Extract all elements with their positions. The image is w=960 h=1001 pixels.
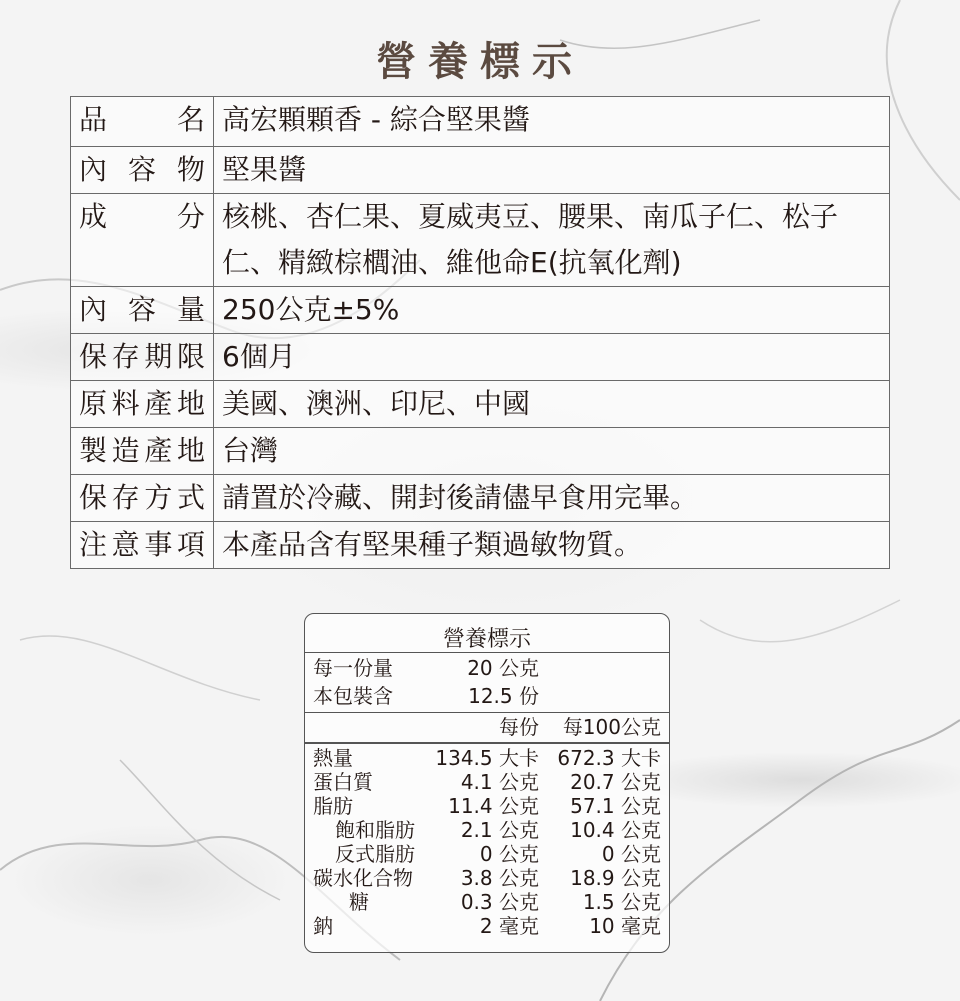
nutrient-name: 飽和脂肪 [335, 818, 415, 842]
row-value: 美國、澳洲、印尼、中國 [214, 381, 890, 428]
nutrient-name: 反式脂肪 [335, 842, 415, 866]
nutrition-facts-panel [304, 613, 670, 953]
nutrient-per-serving: 0 公克 [479, 842, 539, 866]
nutrient-per-serving: 134.5 大卡 [435, 746, 539, 770]
row-label: 注意事項 [71, 522, 214, 569]
row-label: 製造產地 [71, 428, 214, 475]
row-value: 250公克±5% [214, 287, 890, 334]
table-row [71, 147, 890, 194]
divider [305, 712, 669, 713]
servings-value: 12.5 份 [468, 684, 539, 708]
table-row [71, 97, 890, 147]
nutrient-name: 糖 [349, 890, 369, 914]
nutrient-name: 碳水化合物 [313, 866, 413, 890]
nutrient-per-serving: 3.8 公克 [460, 866, 539, 890]
nutrient-per-100g: 10 毫克 [589, 914, 661, 938]
row-label: 內容量 [71, 287, 214, 334]
nutrient-name: 蛋白質 [313, 770, 373, 794]
serving-size-value: 20 公克 [467, 656, 539, 680]
nutrition-title: 營養標示 [442, 627, 531, 652]
row-label: 內容物 [71, 147, 214, 194]
nutrient-per-100g: 57.1 公克 [570, 794, 661, 818]
nutrient-per-serving: 2.1 公克 [460, 818, 539, 842]
row-label: 保存方式 [71, 475, 214, 522]
row-label: 原料產地 [71, 381, 214, 428]
table-row [71, 334, 890, 381]
row-value: 堅果醬 [214, 147, 890, 194]
row-value: 高宏顆顆香 - 綜合堅果醬 [214, 97, 890, 147]
servings-label: 本包裝含 [313, 684, 393, 708]
row-value: 6個月 [214, 334, 890, 381]
table-row [71, 381, 890, 428]
nutrient-per-serving: 0.3 公克 [460, 890, 539, 914]
nutrient-per-100g: 18.9 公克 [570, 866, 661, 890]
col-header-per-serving: 每份 [499, 715, 539, 739]
nutrient-name: 鈉 [313, 914, 333, 938]
row-value: 本產品含有堅果種子類過敏物質。 [214, 522, 890, 569]
divider [305, 742, 669, 744]
nutrient-per-100g: 10.4 公克 [570, 818, 661, 842]
serving-size-label: 每一份量 [313, 656, 393, 680]
product-spec-table [70, 96, 890, 569]
table-row [71, 475, 890, 522]
nutrient-name: 脂肪 [313, 794, 353, 818]
table-row [71, 194, 890, 287]
nutrient-name: 熱量 [313, 746, 353, 770]
nutrient-per-100g: 1.5 公克 [582, 890, 661, 914]
row-value: 台灣 [214, 428, 890, 475]
divider [305, 652, 669, 653]
table-row [71, 522, 890, 569]
row-label: 保存期限 [71, 334, 214, 381]
row-label: 成分 [71, 194, 214, 287]
col-header-per-100g: 每100公克 [562, 715, 661, 739]
nutrient-per-100g: 0 公克 [601, 842, 661, 866]
nutrient-per-serving: 2 毫克 [479, 914, 539, 938]
nutrient-per-100g: 20.7 公克 [570, 770, 661, 794]
row-value: 核桃、杏仁果、夏威夷豆、腰果、南瓜子仁、松子仁、精緻棕櫚油、維他命E(抗氧化劑) [214, 194, 890, 287]
nutrient-per-100g: 672.3 大卡 [557, 746, 661, 770]
table-row [71, 428, 890, 475]
page-title: 營養標示 [376, 39, 584, 85]
nutrient-per-serving: 4.1 公克 [460, 770, 539, 794]
nutrient-per-serving: 11.4 公克 [448, 794, 539, 818]
row-value: 請置於冷藏、開封後請儘早食用完畢。 [214, 475, 890, 522]
row-label: 品名 [71, 97, 214, 147]
table-row [71, 287, 890, 334]
